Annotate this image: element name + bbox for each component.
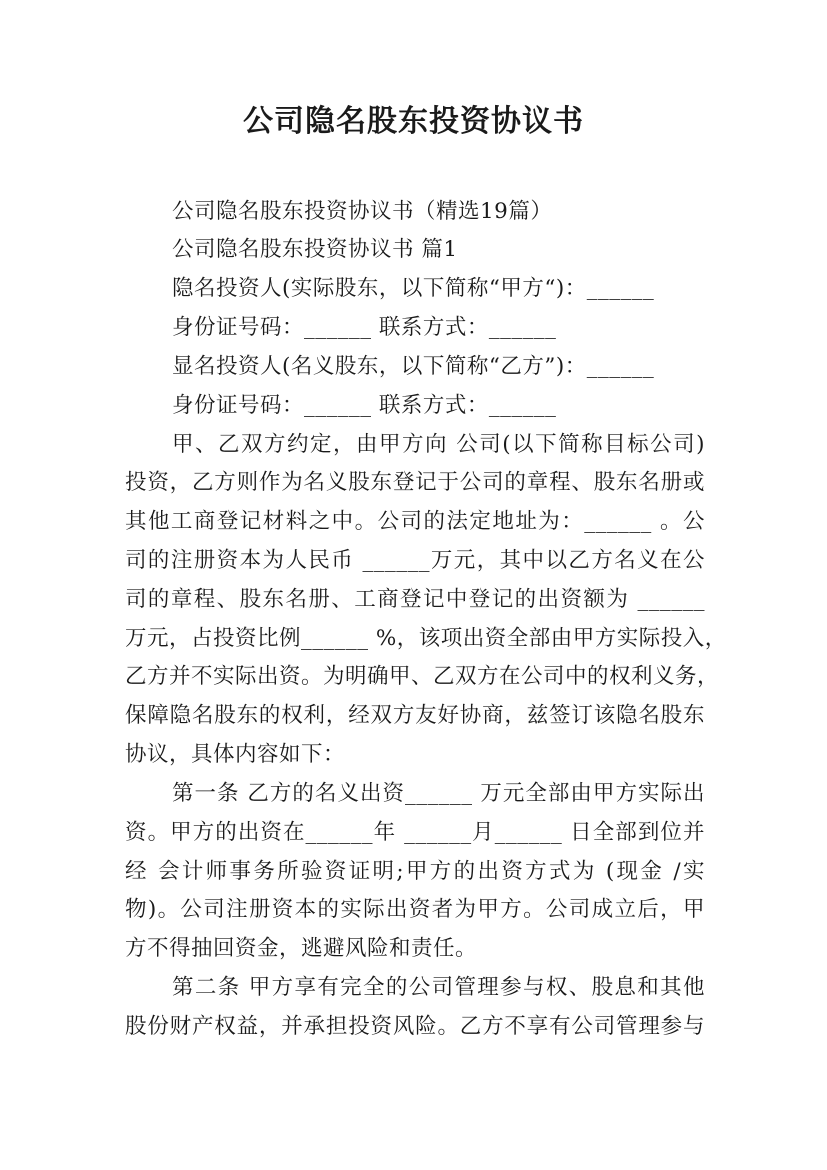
doc-paragraph-line: 甲、乙双方约定，由甲方向 公司(以下简称目标公司)	[172, 432, 705, 457]
doc-line-party-a-id: 身份证号码：______ 联系方式：______	[172, 315, 557, 340]
doc-line-party-b: 显名投资人(名义股东，以下简称“乙方”)：______	[172, 354, 655, 379]
document-title: 公司隐名股东投资协议书	[243, 104, 584, 139]
doc-article-1-line: 方不得抽回资金，逃避风险和责任。	[125, 936, 478, 961]
doc-line-subtitle: 公司隐名股东投资协议书（精选19篇）	[172, 199, 553, 224]
doc-paragraph-line: 协议，具体内容如下：	[125, 742, 346, 767]
doc-paragraph-line: 司的注册资本为人民币 ______万元，其中以乙方名义在公	[125, 548, 705, 573]
doc-article-1-line: 资。甲方的出资在______年 ______月______ 日全部到位并	[125, 820, 705, 845]
doc-article-1-line: 第一条 乙方的名义出资______ 万元全部由甲方实际出	[172, 781, 705, 806]
doc-paragraph-line: 其他工商登记材料之中。公司的法定地址为：______ 。公	[125, 509, 705, 534]
doc-line-section-heading: 公司隐名股东投资协议书 篇1	[172, 237, 458, 262]
doc-line-party-a: 隐名投资人(实际股东，以下简称“甲方“)：______	[172, 276, 655, 301]
doc-paragraph-line: 保障隐名股东的权利，经双方友好协商，兹签订该隐名股东	[125, 703, 705, 728]
doc-line-party-b-id: 身份证号码：______ 联系方式：______	[172, 393, 557, 418]
doc-paragraph-line: 投资，乙方则作为名义股东登记于公司的章程、股东名册或	[125, 470, 705, 495]
doc-article-1-line: 物)。公司注册资本的实际出资者为甲方。公司成立后，甲	[125, 897, 705, 922]
doc-article-2-line: 股份财产权益，并承担投资风险。乙方不享有公司管理参与	[125, 1014, 705, 1039]
doc-article-1-line: 经 会计师事务所验资证明;甲方的出资方式为 (现金 /实	[125, 859, 705, 884]
doc-article-2-line: 第二条 甲方享有完全的公司管理参与权、股息和其他	[172, 975, 705, 1000]
doc-paragraph-line: 万元，占投资比例______ %，该项出资全部由甲方实际投入，	[125, 626, 727, 651]
doc-paragraph-line: 司的章程、股东名册、工商登记中登记的出资额为 ______	[125, 587, 705, 612]
doc-paragraph-line: 乙方并不实际出资。为明确甲、乙双方在公司中的权利义务，	[125, 664, 720, 689]
